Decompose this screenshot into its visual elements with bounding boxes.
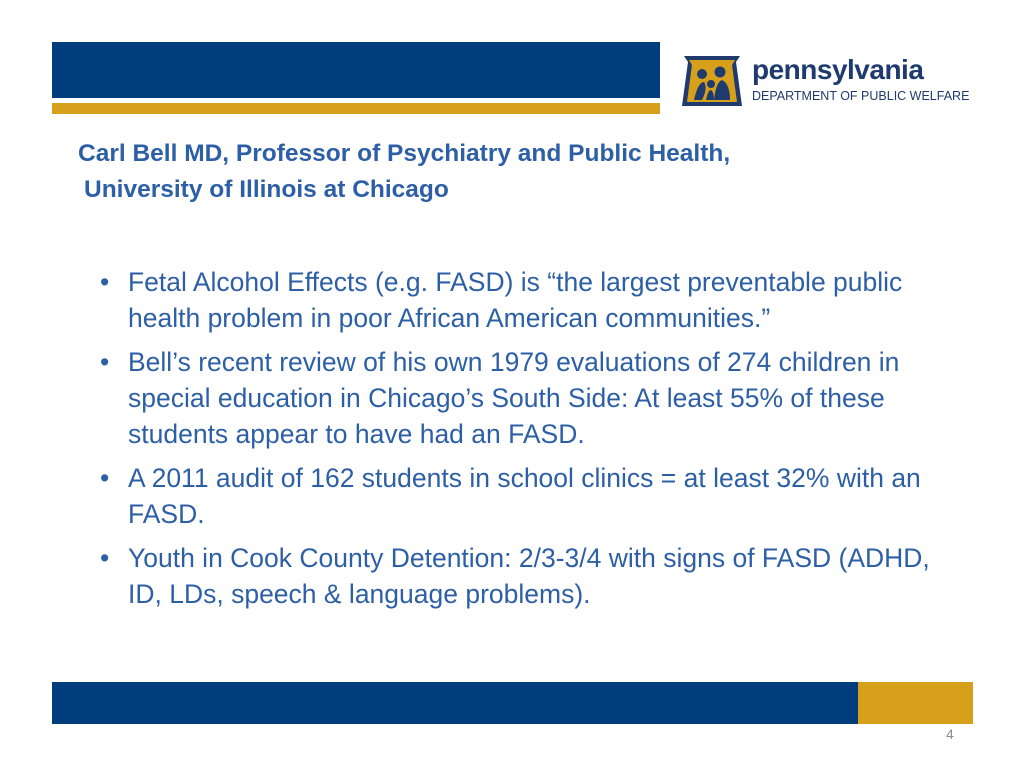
logo-wordmark: pennsylvania <box>752 54 924 85</box>
bullet-item <box>96 264 966 336</box>
footer-navy-bar <box>52 682 858 724</box>
bullet-icon: • <box>100 463 110 493</box>
bullet-list <box>96 264 966 620</box>
bullet-icon: • <box>100 347 110 377</box>
bullet-text: Bell’s recent review of his own 1979 evaluations of 274 children in special education in Chicago’s South Side: At least 55% of these students appear to have had an FASD. <box>128 347 900 449</box>
bullet-icon: • <box>100 267 110 297</box>
bullet-icon: • <box>100 543 110 573</box>
slide-title <box>78 136 938 208</box>
bullet-item <box>96 540 966 612</box>
bullet-text: A 2011 audit of 162 students in school clinics = at least 32% with an FASD. <box>128 463 921 529</box>
bullet-text: Youth in Cook County Detention: 2/3-3/4 with signs of FASD (ADHD, ID, LDs, speech & language problems). <box>128 543 930 609</box>
title-line-1: Carl Bell MD, Professor of Psychiatry and Public Health, <box>78 140 731 167</box>
header-navy-bar <box>52 42 660 98</box>
header-gold-stripe <box>52 103 660 114</box>
bullet-item <box>96 460 966 532</box>
bullet-item <box>96 344 966 452</box>
keystone-family-icon <box>680 52 744 110</box>
page-number: 4 <box>946 726 954 742</box>
pa-dpw-logo <box>680 52 980 110</box>
bullet-text: Fetal Alcohol Effects (e.g. FASD) is “the largest preventable public health problem in poor African American communities.” <box>128 267 903 333</box>
footer-gold-block <box>858 682 973 724</box>
title-line-2: University of Illinois at Chicago <box>84 176 449 203</box>
logo-department: DEPARTMENT OF PUBLIC WELFARE <box>752 89 970 103</box>
